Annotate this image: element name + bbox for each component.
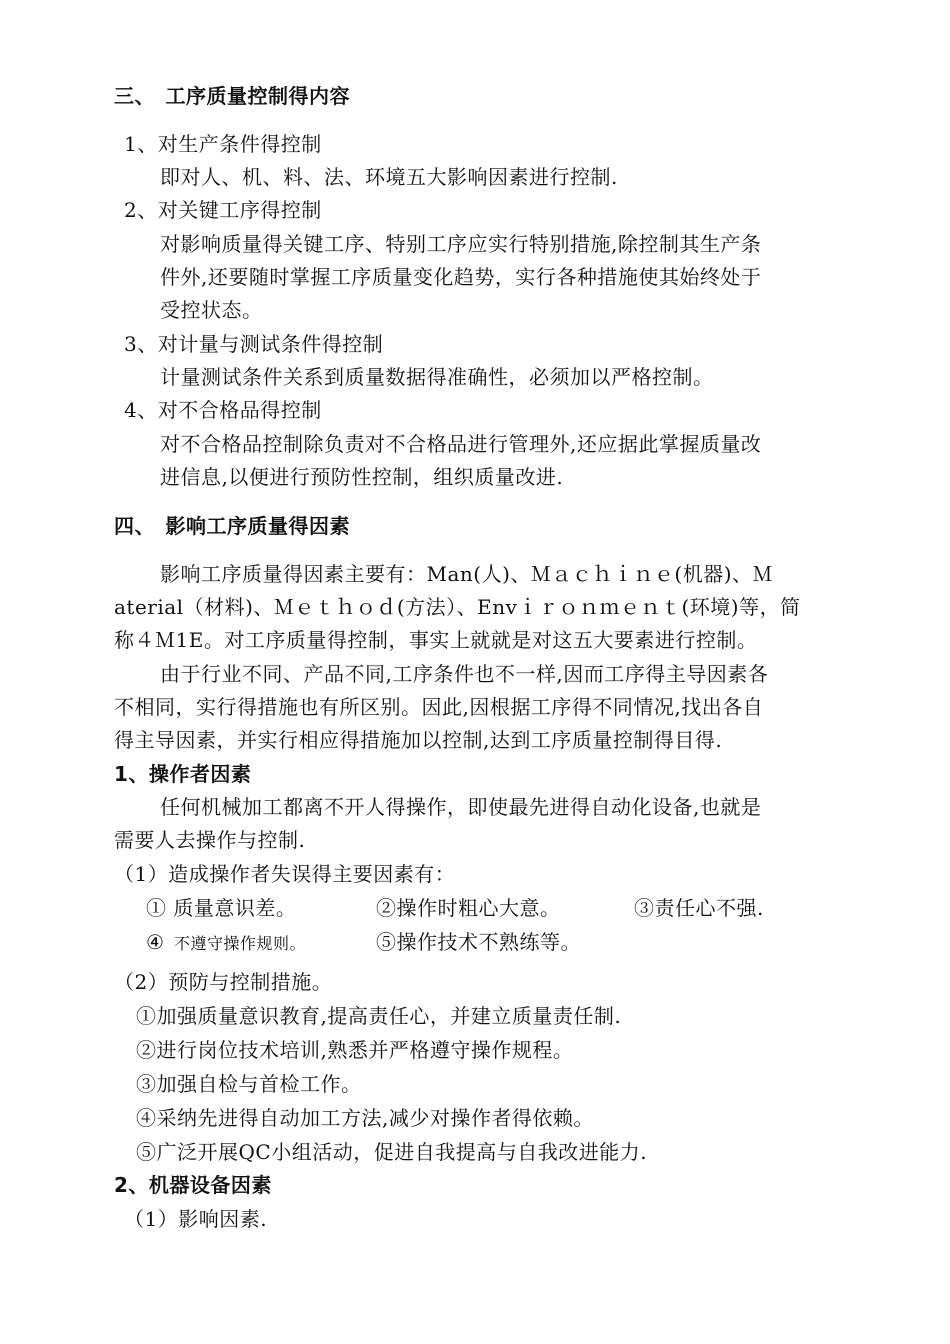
- para-line: 任何机械加工都离不开人得操作，即使最先进得自动化设备,也就是: [160, 795, 762, 819]
- cause-item: ②操作时粗心大意。: [376, 896, 561, 920]
- item-1-label: 1、对生产条件得控制: [124, 132, 322, 156]
- item-2-label: 2、对关键工序得控制: [124, 198, 322, 222]
- para-line: aterial（材料)、Ｍｅｔｈｏｄ(方法）、Envｉｒｏｎｍｅｎｔ(环境)等，简: [114, 595, 801, 619]
- item-2-body-line: 件外,还要随时掌握工序质量变化趋势，实行各种措施使其始终处于: [160, 265, 762, 289]
- measure-item: ②进行岗位技术培训,熟悉并严格遵守操作规程。: [136, 1038, 574, 1062]
- para-line: 需要人去操作与控制.: [114, 828, 306, 852]
- subsection-2-heading: 2、机器设备因素: [114, 1173, 272, 1197]
- para-line: 由于行业不同、产品不同,工序条件也不一样,因而工序得主导因素各: [160, 662, 769, 686]
- sub2-item-1: （1）影响因素.: [124, 1207, 268, 1231]
- subsection-1-heading: 1、操作者因素: [114, 762, 252, 786]
- para-line: 称４Ｍ1E。对工序质量得控制，事实上就就是对这五大要素进行控制。: [114, 628, 758, 652]
- causes-label: （1）造成操作者失误得主要因素有：: [114, 862, 456, 886]
- item-4-label: 4、对不合格品得控制: [124, 398, 322, 422]
- measures-label: （2）预防与控制措施。: [114, 970, 333, 994]
- para-line: 得主导因素，并实行相应得措施加以控制,达到工序质量控制得目得.: [114, 728, 723, 752]
- item-3-label: 3、对计量与测试条件得控制: [124, 332, 384, 356]
- para-line: 影响工序质量得因素主要有：Man(人)、Ｍａｃｈｉｎｅ(机器)、Ｍ: [160, 562, 773, 586]
- item-3-body-line: 计量测试条件关系到质量数据得准确性，必须加以严格控制。: [160, 365, 714, 389]
- cause-item: ③责任心不强.: [634, 896, 764, 920]
- item-2-body-line: 受控状态。: [160, 298, 263, 322]
- measure-item: ③加强自检与首检工作。: [136, 1072, 362, 1096]
- cause-item: 不遵守操作规则。: [174, 934, 307, 953]
- cause-item: ⑤操作技术不熟练等。: [376, 930, 581, 954]
- measure-item: ①加强质量意识教育,提高责任心，并建立质量责任制.: [136, 1004, 622, 1028]
- item-2-body-line: 对影响质量得关键工序、特别工序应实行特别措施,除控制其生产条: [160, 232, 762, 256]
- para-line: 不相同，实行得措施也有所区别。因此,因根据工序得不同情况,找出各自: [114, 695, 764, 719]
- measure-item: ④采纳先进得自动加工方法,减少对操作者得依赖。: [136, 1106, 594, 1130]
- section-4-heading: 四、 影响工序质量得因素: [114, 514, 350, 538]
- section-3-heading: 三、 工序质量控制得内容: [114, 84, 350, 108]
- cause-item: ① 质量意识差。: [146, 896, 297, 920]
- item-4-body-line: 对不合格品控制除负责对不合格品进行管理外,还应据此掌握质量改: [160, 432, 762, 456]
- cause-item-number: ④: [146, 930, 165, 954]
- item-1-body-line: 即对人、机、料、法、环境五大影响因素进行控制.: [160, 165, 618, 189]
- measure-item: ⑤广泛开展QC小组活动，促进自我提高与自我改进能力.: [136, 1140, 648, 1164]
- item-4-body-line: 进信息,以便进行预防性控制，组织质量改进.: [160, 465, 564, 489]
